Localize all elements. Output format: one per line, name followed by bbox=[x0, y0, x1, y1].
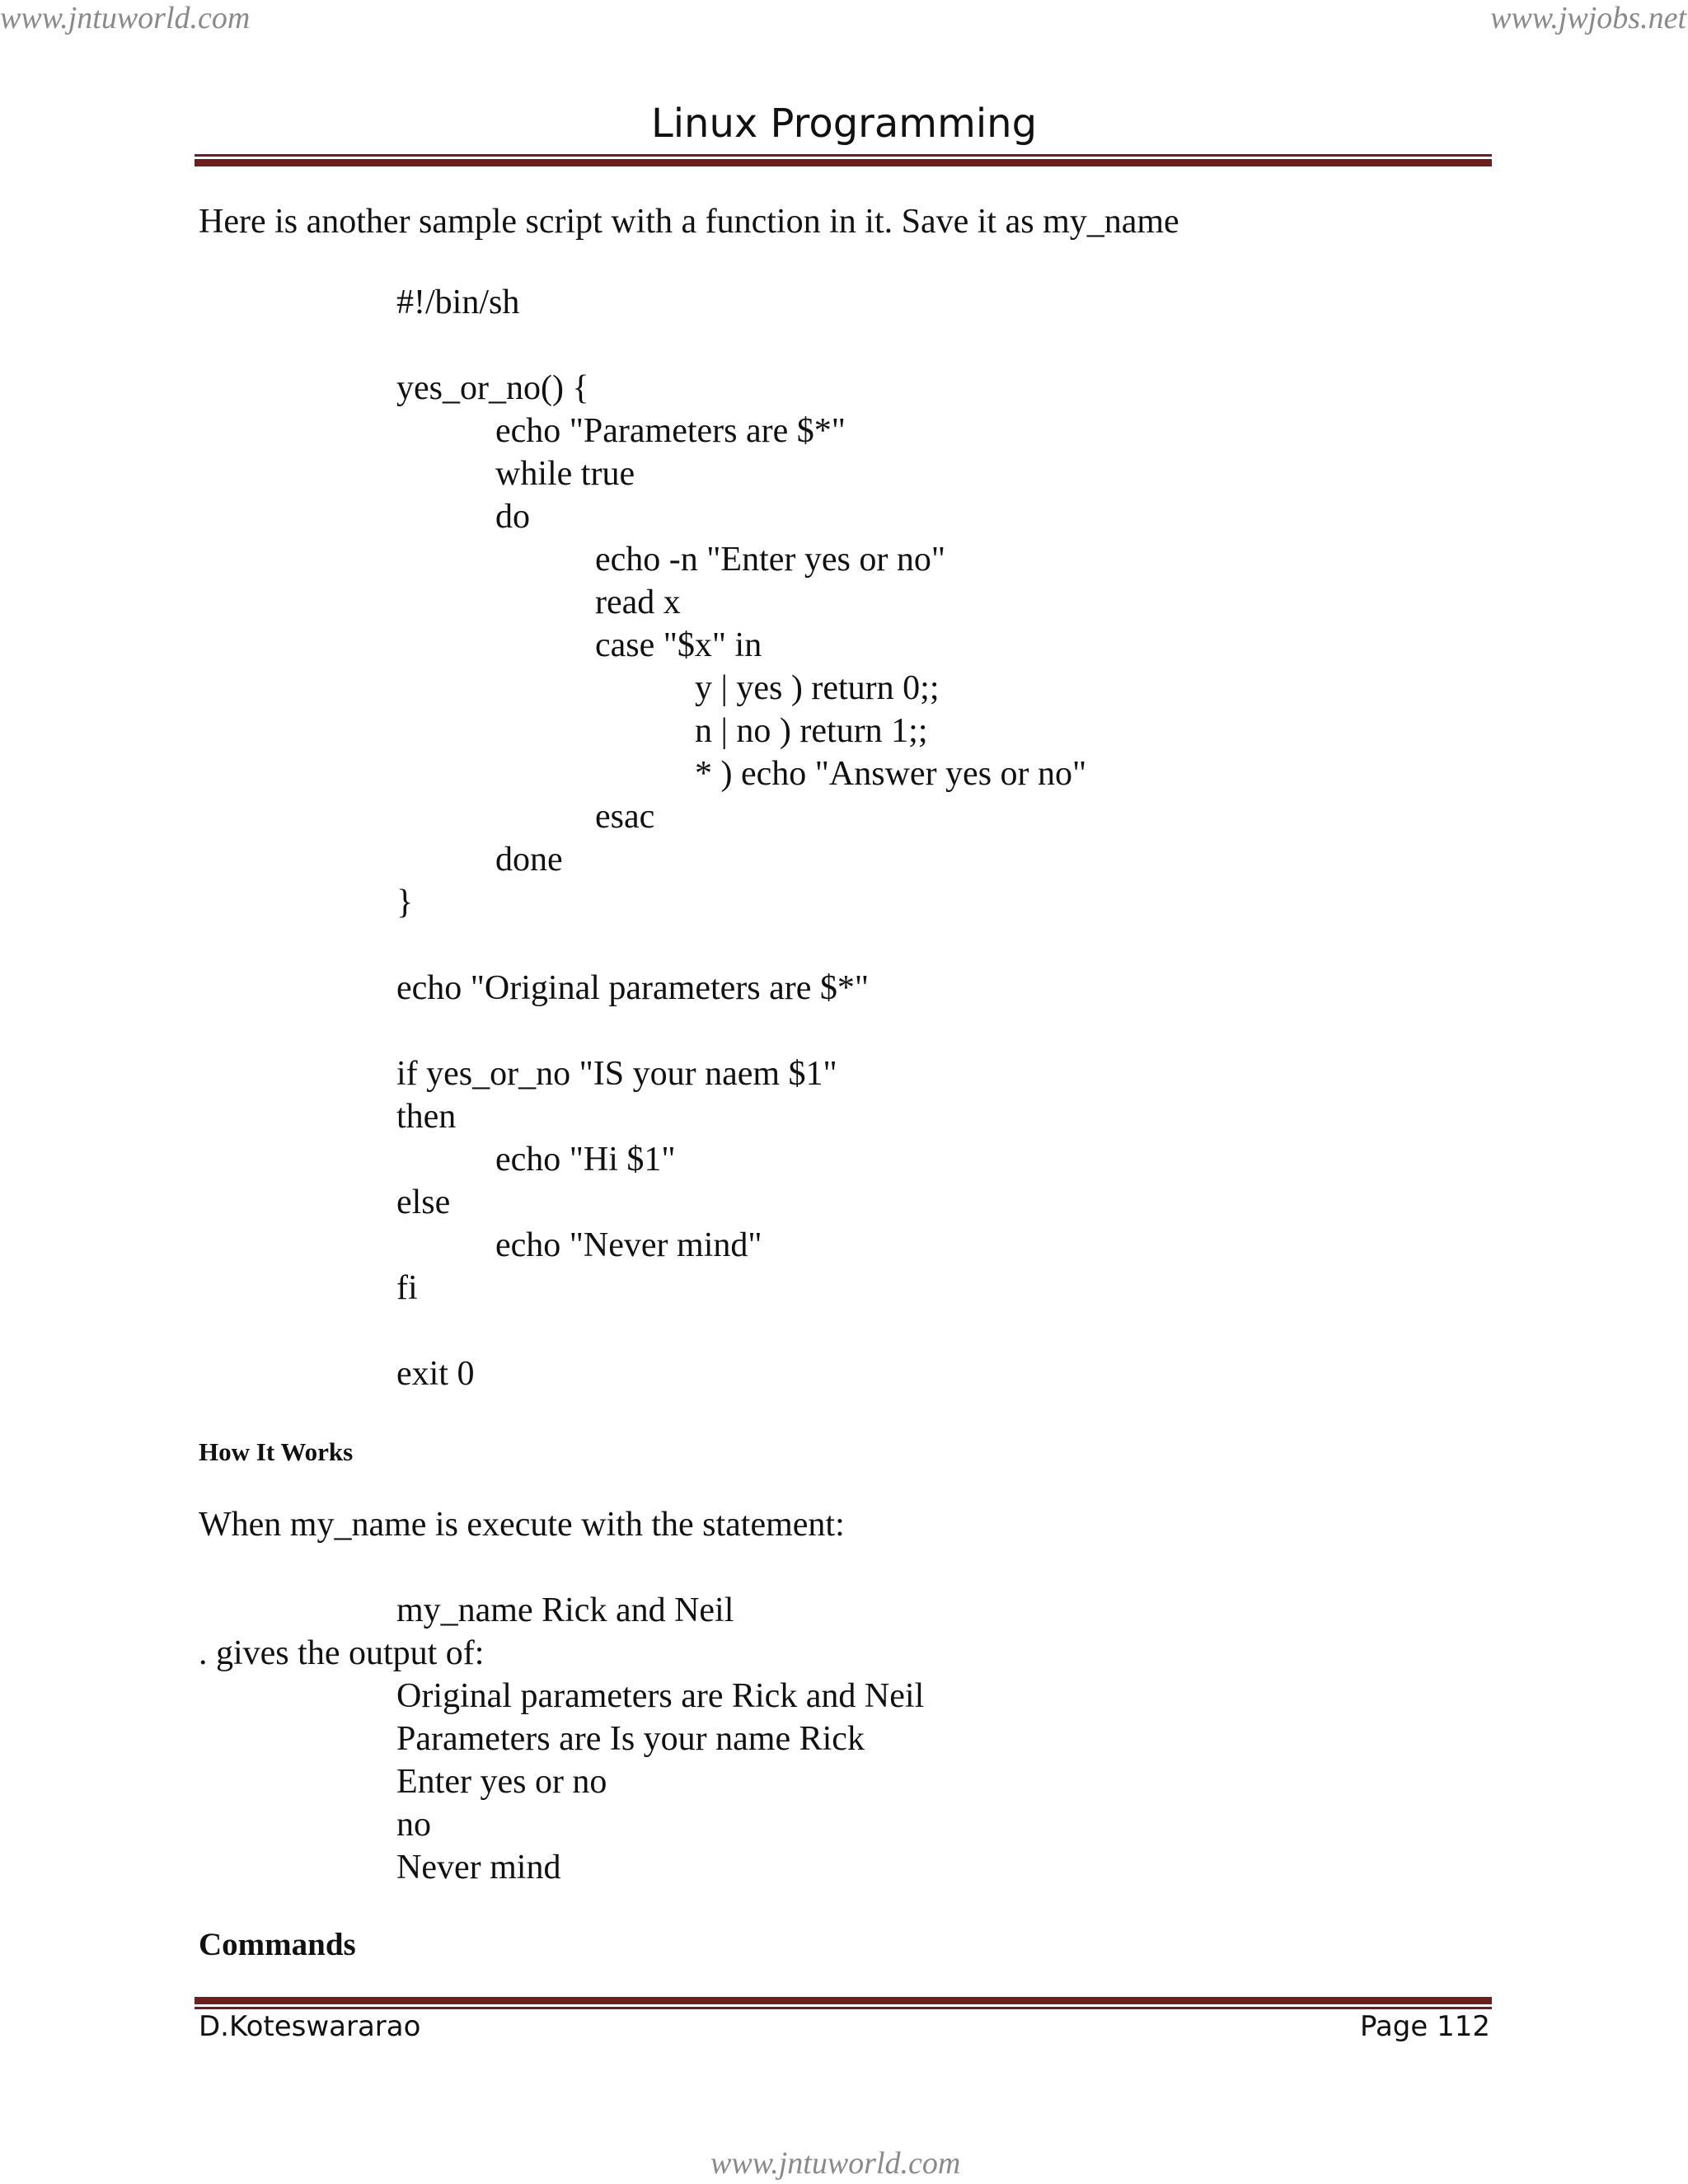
code-line: done bbox=[495, 841, 563, 879]
code-line: exit 0 bbox=[396, 1355, 475, 1393]
code-line: #!/bin/sh bbox=[396, 284, 520, 321]
output-line: no bbox=[396, 1806, 431, 1844]
page-number: Page 112 bbox=[1359, 2010, 1490, 2043]
intro-paragraph: Here is another sample script with a function in it. Save it as my_name bbox=[199, 203, 1179, 241]
code-line: echo "Never mind" bbox=[495, 1226, 762, 1264]
code-line: y | yes ) return 0;; bbox=[695, 669, 940, 707]
output-line: Never mind bbox=[396, 1849, 561, 1886]
code-line: do bbox=[495, 498, 530, 536]
code-line: echo -n "Enter yes or no" bbox=[595, 541, 945, 579]
output-line: Enter yes or no bbox=[396, 1763, 607, 1801]
watermark-bottom: www.jntuworld.com bbox=[710, 2146, 961, 2181]
header-divider bbox=[195, 154, 1492, 166]
execute-paragraph: When my_name is execute with the statement: bbox=[199, 1506, 845, 1544]
code-line: } bbox=[396, 883, 414, 921]
how-it-works-heading: How It Works bbox=[199, 1437, 354, 1466]
watermark-top-left: www.jntuworld.com bbox=[0, 1, 251, 35]
code-line: read x bbox=[595, 583, 681, 621]
code-line: else bbox=[396, 1183, 451, 1221]
code-line: fi bbox=[396, 1269, 418, 1307]
commands-heading: Commands bbox=[199, 1927, 356, 1962]
footer-divider bbox=[195, 1997, 1492, 2009]
code-line: yes_or_no() { bbox=[396, 369, 589, 407]
code-line: echo "Hi $1" bbox=[495, 1141, 676, 1179]
code-line: esac bbox=[595, 798, 655, 836]
output-line: Original parameters are Rick and Neil bbox=[396, 1677, 925, 1715]
code-line: echo "Parameters are $*" bbox=[495, 412, 846, 450]
code-line: while true bbox=[495, 455, 635, 493]
output-intro: . gives the output of: bbox=[199, 1634, 485, 1672]
code-line: if yes_or_no "IS your naem $1" bbox=[396, 1055, 837, 1093]
command-line: my_name Rick and Neil bbox=[396, 1591, 734, 1629]
code-line: * ) echo "Answer yes or no" bbox=[695, 755, 1087, 793]
watermark-top-right: www.jwjobs.net bbox=[1490, 1, 1686, 35]
code-line: case "$x" in bbox=[595, 626, 762, 664]
code-line: then bbox=[396, 1098, 457, 1136]
code-line: n | no ) return 1;; bbox=[695, 712, 928, 750]
footer-author: D.Koteswararao bbox=[199, 2010, 421, 2043]
page-title: Linux Programming bbox=[650, 101, 1038, 147]
output-line: Parameters are Is your name Rick bbox=[396, 1720, 865, 1758]
code-line: echo "Original parameters are $*" bbox=[396, 969, 870, 1007]
